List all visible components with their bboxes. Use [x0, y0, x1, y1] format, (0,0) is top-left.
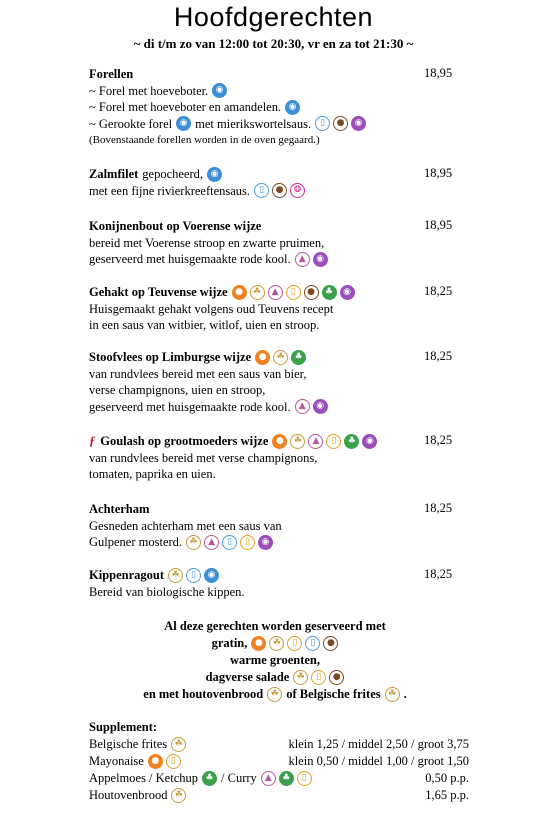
- supplement-item: Belgische frites: [89, 737, 168, 751]
- dish-description: tomaten, paprika en uien.: [89, 467, 216, 481]
- note-line: warme groenten,: [229, 653, 321, 667]
- sulphite-allergen-icon: ▲: [295, 399, 310, 414]
- fish-allergen-icon: ◉: [212, 83, 227, 98]
- dish-description: Gesneden achterham met een saus van: [89, 518, 282, 533]
- egg-allergen-icon: ●: [272, 434, 287, 449]
- dish-description: ~ Forel met hoeveboter.: [89, 83, 209, 98]
- egg-allergen-icon: ●: [148, 754, 163, 769]
- note-line: en met houtovenbrood: [143, 687, 264, 701]
- dish-description: Bereid van biologische kippen.: [89, 584, 245, 599]
- dish-note: (Bovenstaande forellen worden in de oven gegaard.): [89, 134, 320, 146]
- dish-description: van rundvlees bereid met een saus van bier,: [89, 366, 307, 381]
- supplement-sizes: klein 0,50 / middel 1,00 / groot 1,50: [288, 754, 469, 768]
- dish-forellen: [89, 66, 469, 149]
- mustard-allergen-icon: ▯: [311, 670, 326, 685]
- sulphite-allergen-icon: ▲: [261, 771, 276, 786]
- side-dishes-note: [60, 618, 490, 703]
- sulphite-allergen-icon: ▲: [268, 285, 283, 300]
- dish-name: Kippenragout: [89, 568, 165, 582]
- egg-allergen-icon: ●: [255, 350, 270, 365]
- celery-allergen-icon: ♣: [291, 350, 306, 365]
- dish-description: Gulpener mosterd.: [89, 535, 183, 549]
- dish-stoofvlees: [89, 349, 469, 415]
- dish-name: Goulash op grootmoeders wijze: [100, 434, 269, 448]
- supplement-item: / Curry: [221, 771, 257, 785]
- page-title: Hoofdgerechten: [173, 2, 374, 32]
- dish-description: verse champignons, uien en stroop,: [89, 383, 266, 397]
- fish-allergen-icon: ◉: [285, 100, 300, 115]
- dish-achterham: [89, 501, 469, 551]
- dish-description: met mierikswortelsaus.: [195, 116, 312, 131]
- dish-description: geserveerd met huisgemaakte rode kool.: [89, 252, 291, 266]
- gluten-allergen-icon: ☘: [171, 737, 186, 752]
- celery-allergen-icon: ♣: [279, 771, 294, 786]
- molluscs-allergen-icon: ◉: [351, 116, 366, 131]
- dish-description: van rundvlees bereid met verse champignons,: [89, 450, 318, 465]
- fish-allergen-icon: ◉: [207, 167, 222, 182]
- gluten-allergen-icon: ☘: [273, 350, 288, 365]
- dish-description: ~ Forel met hoeveboter en amandelen.: [89, 100, 282, 114]
- milk-allergen-icon: ▯: [222, 535, 237, 550]
- supplement-heading: Supplement:: [89, 720, 158, 734]
- milk-allergen-icon: ▯: [305, 636, 320, 651]
- supplement-item: Mayonaise: [89, 754, 144, 768]
- dish-name: Konijnenbout op Voerense wijze: [89, 219, 262, 233]
- note-line: of Belgische frites: [286, 687, 381, 701]
- gluten-allergen-icon: ☘: [293, 670, 308, 685]
- dish-name: Zalmfilet: [89, 167, 139, 181]
- nuts-allergen-icon: ●: [333, 116, 348, 131]
- dish-price: 18,25: [424, 433, 453, 447]
- milk-allergen-icon: ▯: [315, 116, 330, 131]
- dish-gehakt: [89, 284, 469, 334]
- molluscs-allergen-icon: ◉: [362, 434, 377, 449]
- gluten-allergen-icon: ☘: [250, 285, 265, 300]
- fish-allergen-icon: ◉: [176, 116, 191, 131]
- sulphite-allergen-icon: ▲: [308, 434, 323, 449]
- gluten-allergen-icon: ☘: [290, 434, 305, 449]
- dish-description: met een fijne rivierkreeftensaus.: [89, 183, 251, 198]
- dish-kippenragout: [89, 567, 469, 600]
- sulphite-allergen-icon: ▲: [204, 535, 219, 550]
- gluten-allergen-icon: ☘: [385, 687, 400, 702]
- dish-name: Forellen: [89, 67, 134, 81]
- gluten-allergen-icon: ☘: [269, 636, 284, 651]
- nuts-allergen-icon: ●: [304, 285, 319, 300]
- dish-name-suffix: gepocheerd,: [142, 167, 204, 181]
- supplement-sizes: klein 1,25 / middel 2,50 / groot 3,75: [288, 737, 469, 751]
- supplement-item: Appelmoes / Ketchup: [89, 771, 199, 785]
- mustard-allergen-icon: ▯: [326, 434, 341, 449]
- dish-description: in een saus van witbier, witlof, uien en stroop.: [89, 318, 320, 332]
- dish-description: Huisgemaakt gehakt volgens oud Teuvens recept: [89, 301, 334, 316]
- dish-name: Stoofvlees op Limburgse wijze: [89, 350, 252, 364]
- celery-allergen-icon: ♣: [322, 285, 337, 300]
- sulphite-allergen-icon: ▲: [295, 252, 310, 267]
- crustaceans-allergen-icon: ❂: [290, 183, 305, 198]
- gluten-allergen-icon: ☘: [171, 788, 186, 803]
- supplement-section: [89, 719, 469, 804]
- molluscs-allergen-icon: ◉: [340, 285, 355, 300]
- dish-price: 18,25: [424, 567, 453, 581]
- egg-allergen-icon: ●: [251, 636, 266, 651]
- note-line: gratin,: [211, 636, 248, 650]
- dish-price: 18,25: [424, 501, 453, 515]
- dish-price: 18,95: [424, 66, 453, 80]
- supplement-item: Houtovenbrood: [89, 788, 168, 802]
- note-line: .: [403, 687, 407, 701]
- gluten-allergen-icon: ☘: [267, 687, 282, 702]
- dish-konijnenbout: [89, 218, 469, 268]
- dish-price: 18,25: [424, 284, 453, 298]
- dish-goulash: [89, 433, 469, 483]
- supplement-price: 1,65 p.p.: [425, 788, 469, 802]
- molluscs-allergen-icon: ◉: [313, 252, 328, 267]
- celery-allergen-icon: ♣: [344, 434, 359, 449]
- mustard-allergen-icon: ▯: [240, 535, 255, 550]
- mustard-allergen-icon: ▯: [286, 285, 301, 300]
- milk-allergen-icon: ▯: [254, 183, 269, 198]
- nuts-allergen-icon: ●: [329, 670, 344, 685]
- mustard-allergen-icon: ▯: [166, 754, 181, 769]
- gluten-allergen-icon: ☘: [186, 535, 201, 550]
- chili-pepper-icon: ƒ: [89, 434, 96, 448]
- dish-price: 18,95: [424, 218, 453, 232]
- milk-allergen-icon: ▯: [186, 568, 201, 583]
- dish-zalmfilet: [89, 166, 469, 199]
- dish-description: ~ Gerookte forel: [89, 116, 173, 131]
- note-line: Al deze gerechten worden geserveerd met: [164, 619, 386, 633]
- dish-price: 18,95: [424, 166, 453, 180]
- dish-price: 18,25: [424, 349, 453, 363]
- gluten-allergen-icon: ☘: [168, 568, 183, 583]
- mustard-allergen-icon: ▯: [297, 771, 312, 786]
- molluscs-allergen-icon: ◉: [258, 535, 273, 550]
- dish-description: bereid met Voerense stroop en zwarte pruimen,: [89, 235, 325, 250]
- opening-hours: ~ di t/m zo van 12:00 tot 20:30, vr en za tot 21:30 ~: [133, 36, 414, 51]
- dish-name: Gehakt op Teuvense wijze: [89, 285, 228, 299]
- molluscs-allergen-icon: ◉: [313, 399, 328, 414]
- dish-description: geserveerd met huisgemaakte rode kool.: [89, 399, 291, 414]
- nuts-allergen-icon: ●: [272, 183, 287, 198]
- mustard-allergen-icon: ▯: [287, 636, 302, 651]
- egg-allergen-icon: ●: [232, 285, 247, 300]
- note-line: dagverse salade: [205, 670, 290, 684]
- dish-name: Achterham: [89, 502, 150, 516]
- fish-allergen-icon: ◉: [204, 568, 219, 583]
- nuts-allergen-icon: ●: [323, 636, 338, 651]
- supplement-price: 0,50 p.p.: [425, 771, 469, 785]
- celery-allergen-icon: ♣: [202, 771, 217, 786]
